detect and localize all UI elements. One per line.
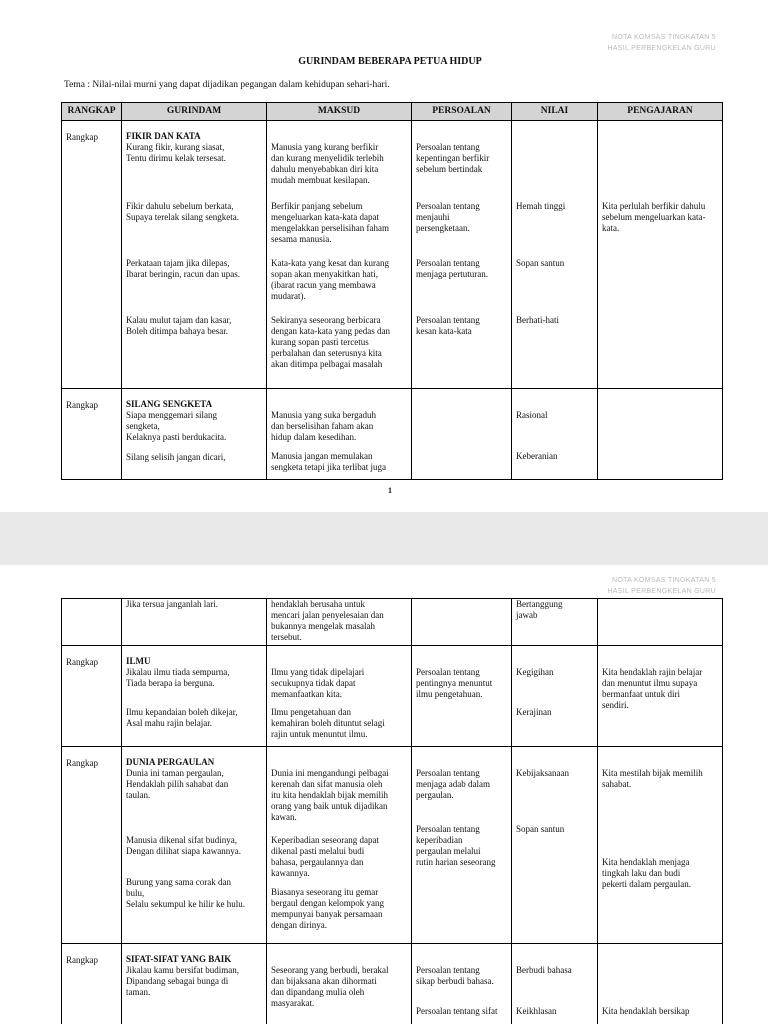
persoalan-text: Persoalan tentang sifat	[416, 1006, 498, 1016]
col-nilai: NILAI	[512, 103, 598, 121]
rangkap-cell	[62, 944, 122, 1024]
gurindam-cell	[122, 646, 267, 747]
nilai-text: Bertanggung jawab	[516, 599, 563, 620]
col-maksud: MAKSUD	[267, 103, 412, 121]
col-pengajaran: PENGAJARAN	[598, 103, 723, 121]
maksud-text: Sekiranya seseorang berbicara dengan kata-kata yang pedas dan kurang sopan pasti tercetus perbalahan dan seterusnya kita akan ditimpa pelbagai masalah	[271, 315, 390, 369]
page-header	[607, 32, 716, 54]
pengajaran-cell	[598, 389, 723, 480]
stanza-heading: DUNIA PERGAULAN	[126, 757, 215, 767]
nilai-text: Sopan santun	[516, 824, 565, 834]
maksud-text: Keperibadian seseorang dapat dikenal pasti melalui budi bahasa, pergaulannya dan kawannya.	[271, 835, 379, 878]
rangkap-label: Rangkap	[66, 657, 98, 667]
pengajaran-text: Kita perlulah berfikir dahulu sebelum mengeluarkan kata- kata.	[602, 201, 706, 233]
stanza-heading: FIKIR DAN KATA	[126, 131, 201, 141]
nilai-text: Berhati-hati	[516, 315, 559, 325]
persoalan-text: Persoalan tentang keperibadian pergaulan melalui rutin harian seseorang	[416, 824, 496, 867]
gurindam-text: Fikir dahulu sebelum berkata, Supaya terelak silang sengketa.	[126, 201, 239, 222]
rangkap-cell	[62, 747, 122, 944]
col-rangkap: RANGKAP	[62, 103, 122, 121]
nilai-cell	[512, 599, 598, 646]
stanza-heading: ILMU	[126, 656, 151, 666]
rangkap-cell	[62, 646, 122, 747]
maksud-text: Kata-kata yang kesat dan kurang sopan akan menyakitkan hati, (ibarat racun yang membawa mudarat).	[271, 258, 389, 301]
table-row	[62, 747, 723, 944]
gurindam-text: Dunia ini taman pergaulan, Hendaklah pilih sahabat dan taulan.	[126, 768, 229, 800]
stanza-heading: SILANG SENGKETA	[126, 399, 213, 409]
gurindam-text: Jika tersua janganlah lari.	[126, 599, 218, 609]
persoalan-cell	[412, 944, 512, 1024]
rangkap-cell	[62, 389, 122, 480]
gurindam-cell	[122, 121, 267, 389]
col-persoalan: PERSOALAN	[412, 103, 512, 121]
maksud-cell	[267, 389, 412, 480]
persoalan-text: Persoalan tentang sikap berbudi bahasa.	[416, 965, 494, 986]
page-number: 1	[388, 486, 392, 495]
gurindam-text: Perkataan tajam jika dilepas, Ibarat beringin, racun dan upas.	[126, 258, 240, 279]
pengajaran-text: Kita hendaklah rajin belajar dan menuntut ilmu supaya bermanfaat untuk diri sendiri.	[602, 667, 703, 710]
nilai-text: Hemah tinggi	[516, 201, 566, 211]
header-line-2: HASIL PERBENGKELAN GURU	[607, 45, 716, 52]
maksud-cell	[267, 121, 412, 389]
pengajaran-cell	[598, 944, 723, 1024]
header-line-2: HASIL PERBENGKELAN GURU	[607, 588, 716, 595]
stanza-heading: SIFAT-SIFAT YANG BAIK	[126, 954, 232, 964]
nilai-cell	[512, 944, 598, 1024]
rangkap-label: Rangkap	[66, 132, 98, 142]
persoalan-text: Persoalan tentang menjaga pertuturan.	[416, 258, 488, 279]
table-row	[62, 599, 723, 646]
pengajaran-cell	[598, 599, 723, 646]
nilai-cell	[512, 646, 598, 747]
persoalan-text: Persoalan tentang menjaga adab dalam pergaulan.	[416, 768, 490, 800]
table-row	[62, 389, 723, 480]
maksud-text: Seseorang yang berbudi, berakal dan bijaksana akan dihormati dan dipandang mulia oleh masyarakat.	[271, 965, 389, 1008]
table-row	[62, 121, 723, 389]
maksud-text: Dunia ini mengandungi pelbagai kerenah dan sifat manusia oleh itu kita hendaklah bijak memilih orang yang baik untuk dijadikan kawan.	[271, 768, 389, 822]
header-line-1: NOTA KOMSAS TINGKATAN 5	[611, 577, 716, 584]
persoalan-text: Persoalan tentang menjauhi persengketaan.	[416, 201, 480, 233]
persoalan-text: Persoalan tentang pentingnya menuntut ilmu pengetahuan.	[416, 667, 493, 699]
gurindam-cell	[122, 944, 267, 1024]
nilai-text: Berbudi bahasa	[516, 965, 572, 975]
persoalan-cell	[412, 599, 512, 646]
maksud-text: Ilmu yang tidak dipelajari secukupnya tidak dapat memanfaatkan kita.	[271, 667, 365, 699]
maksud-cell	[267, 599, 412, 646]
page-header	[607, 575, 716, 597]
col-gurindam: GURINDAM	[122, 103, 267, 121]
gurindam-table	[61, 102, 723, 480]
pengajaran-text: Kita hendaklah menjaga tingkah laku dan budi pekerti dalam pergaulan.	[602, 857, 692, 889]
nilai-text: Rasional	[516, 410, 548, 420]
persoalan-text: Persoalan tentang kesan kata-kata	[416, 315, 480, 336]
pengajaran-text: Kita mestilah bijak memilih sahabat.	[602, 768, 703, 789]
table-row	[62, 944, 723, 1024]
nilai-text: Keberanian	[516, 451, 558, 461]
nilai-cell	[512, 747, 598, 944]
gurindam-text: Kalau mulut tajam dan kasar, Boleh ditimpa bahaya besar.	[126, 315, 232, 336]
persoalan-cell	[412, 646, 512, 747]
document-page-2	[0, 565, 768, 1024]
pengajaran-cell	[598, 121, 723, 389]
nilai-text: Kegigihan	[516, 667, 554, 677]
maksud-text: hendaklah berusaha untuk mencari jalan penyelesaian dan bukannya mengelak masalah tersebut.	[271, 599, 384, 642]
pengajaran-cell	[598, 646, 723, 747]
nilai-text: Kebijaksanaan	[516, 768, 569, 778]
maksud-text: Manusia yang suka bergaduh dan berselisihan faham akan hidup dalam kesedihan.	[271, 410, 377, 442]
gurindam-text: Jikalau kamu bersifat budiman, Dipandang sebagai bunga di taman.	[126, 965, 239, 997]
gurindam-table-continued	[61, 598, 723, 1024]
persoalan-cell	[412, 389, 512, 480]
rangkap-label: Rangkap	[66, 400, 98, 410]
nilai-cell	[512, 389, 598, 480]
theme-statement: Tema : Nilai-nilai murni yang dapat dijadikan pegangan dalam kehidupan sehari-hari.	[64, 80, 390, 90]
gurindam-text: Ilmu kepandaian boleh dikejar, Asal mahu rajin belajar.	[126, 707, 238, 728]
pengajaran-text: Kita hendaklah bersikap	[602, 1006, 690, 1016]
gurindam-text: Siapa menggemari silang sengketa, Kelaknya pasti berdukacita.	[126, 410, 227, 442]
gurindam-cell	[122, 389, 267, 480]
gurindam-text: Silang selisih jangan dicari,	[126, 452, 226, 462]
gurindam-text: Burung yang sama corak dan bulu, Selalu sekumpul ke hilir ke hulu.	[126, 877, 245, 909]
nilai-cell	[512, 121, 598, 389]
gurindam-text: Jikalau ilmu tiada sempurna, Tiada berapa ia berguna.	[126, 667, 230, 688]
rangkap-cell	[62, 121, 122, 389]
gurindam-cell	[122, 747, 267, 944]
maksud-text: Ilmu pengetahuan dan kemahiran boleh dituntut selagi rajin untuk menuntut ilmu.	[271, 707, 385, 739]
persoalan-text: Persoalan tentang kepentingan berfikir sebelum bertindak	[416, 142, 490, 174]
pengajaran-cell	[598, 747, 723, 944]
document-title: GURINDAM BEBERAPA PETUA HIDUP	[298, 56, 482, 67]
gurindam-text: Kurang fikir, kurang siasat, Tentu dirimu kelak tersesat.	[126, 142, 226, 163]
table-row	[62, 646, 723, 747]
table-header-row	[62, 103, 723, 121]
maksud-text: Biasanya seseorang itu gemar bergaul dengan kelompok yang mempunyai banyak persamaan dengan dirinya.	[271, 887, 385, 930]
persoalan-cell	[412, 747, 512, 944]
maksud-text: Berfikir panjang sebelum mengeluarkan kata-kata dapat mengelakkan perselisihan faham sesama manusia.	[271, 201, 389, 244]
rangkap-label: Rangkap	[66, 955, 98, 965]
rangkap-label: Rangkap	[66, 758, 98, 768]
header-line-1: NOTA KOMSAS TINGKATAN 5	[611, 34, 716, 41]
maksud-text: Manusia jangan memulakan sengketa tetapi jika terlibat juga	[271, 451, 386, 472]
gurindam-cell	[122, 599, 267, 646]
maksud-cell	[267, 646, 412, 747]
maksud-cell	[267, 747, 412, 944]
maksud-text: Manusia yang kurang berfikir dan kurang menyelidik terlebih dahulu menyebabkan diri kita mudah membuat kesilapan.	[271, 142, 384, 185]
nilai-text: Kerajinan	[516, 707, 552, 717]
maksud-cell	[267, 944, 412, 1024]
nilai-text: Sopan santun	[516, 258, 565, 268]
rangkap-cell	[62, 599, 122, 646]
nilai-text: Keikhlasan	[516, 1006, 557, 1016]
gurindam-text: Manusia dikenal sifat budinya, Dengan dilihat siapa kawannya.	[126, 835, 241, 856]
persoalan-cell	[412, 121, 512, 389]
